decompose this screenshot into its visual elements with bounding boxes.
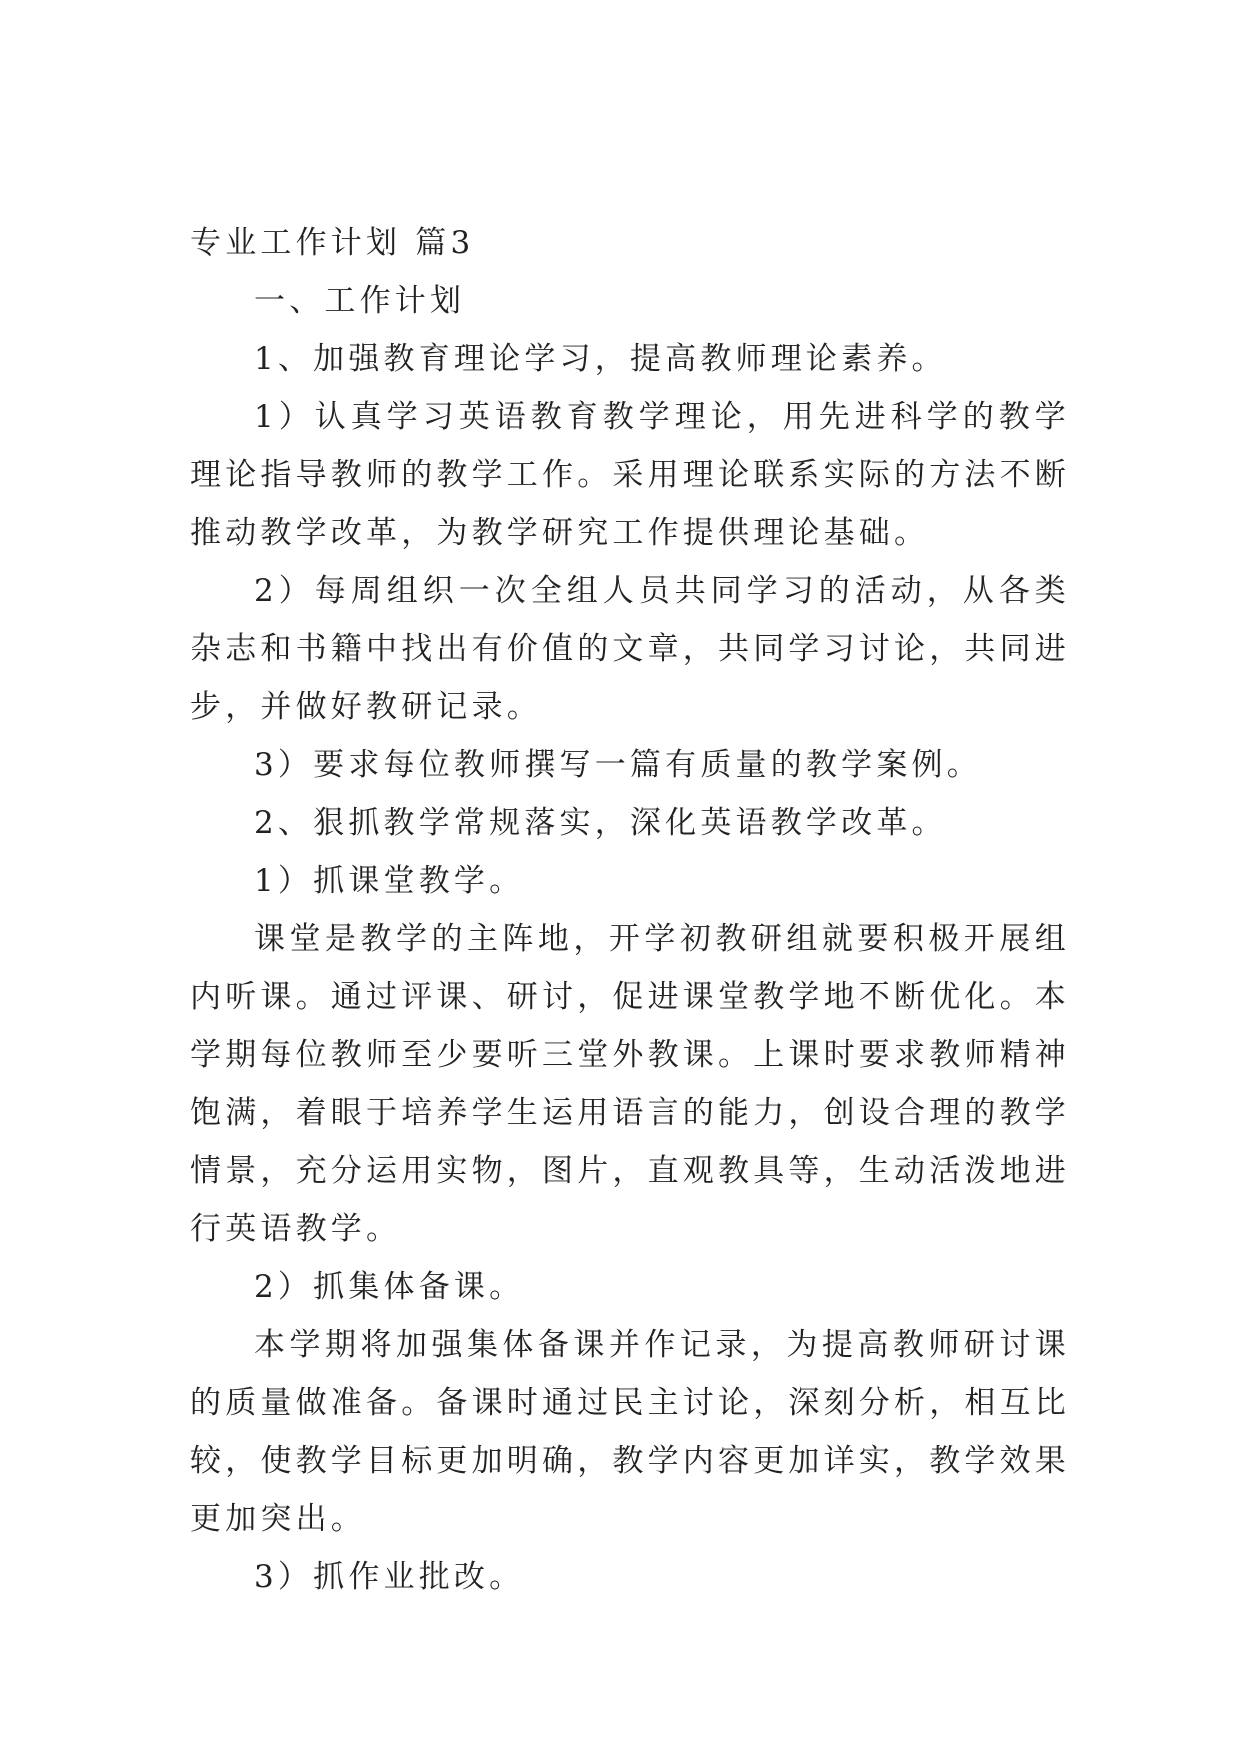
document-body	[190, 214, 1070, 1606]
list-item: 1、加强教育理论学习，提高教师理论素养。	[254, 341, 947, 377]
list-item: 2）每周组织一次全组人员共同学习的活动，从各类杂志和书籍中找出有价值的文章，共同学习讨论，共同进步，并做好教研记录。	[190, 573, 1070, 725]
section-heading: 一、工作计划	[254, 283, 466, 319]
list-item: 1）抓课堂教学。	[254, 863, 525, 899]
list-item: 2、狠抓教学常规落实，深化英语教学改革。	[254, 805, 947, 841]
body-paragraph: 课堂是教学的主阵地，开学初教研组就要积极开展组内听课。通过评课、研讨，促进课堂教学地不断优化。本学期每位教师至少要听三堂外教课。上课时要求教师精神饱满，着眼于培养学生运用语言的能力，创设合理的教学情景，充分运用实物，图片，直观教具等，生动活泼地进行英语教学。	[190, 921, 1070, 1247]
list-item: 1）认真学习英语教育教学理论，用先进科学的教学理论指导教师的教学工作。采用理论联系实际的方法不断推动教学改革，为教学研究工作提供理论基础。	[190, 399, 1070, 551]
document-title: 专业工作计划 篇3	[190, 225, 475, 261]
body-paragraph: 本学期将加强集体备课并作记录，为提高教师研讨课的质量做准备。备课时通过民主讨论，深刻分析，相互比较，使教学目标更加明确，教学内容更加详实，教学效果更加突出。	[190, 1327, 1070, 1537]
list-item: 2）抓集体备课。	[254, 1269, 525, 1305]
list-item: 3）要求每位教师撰写一篇有质量的教学案例。	[254, 747, 982, 783]
list-item: 3）抓作业批改。	[254, 1559, 525, 1595]
